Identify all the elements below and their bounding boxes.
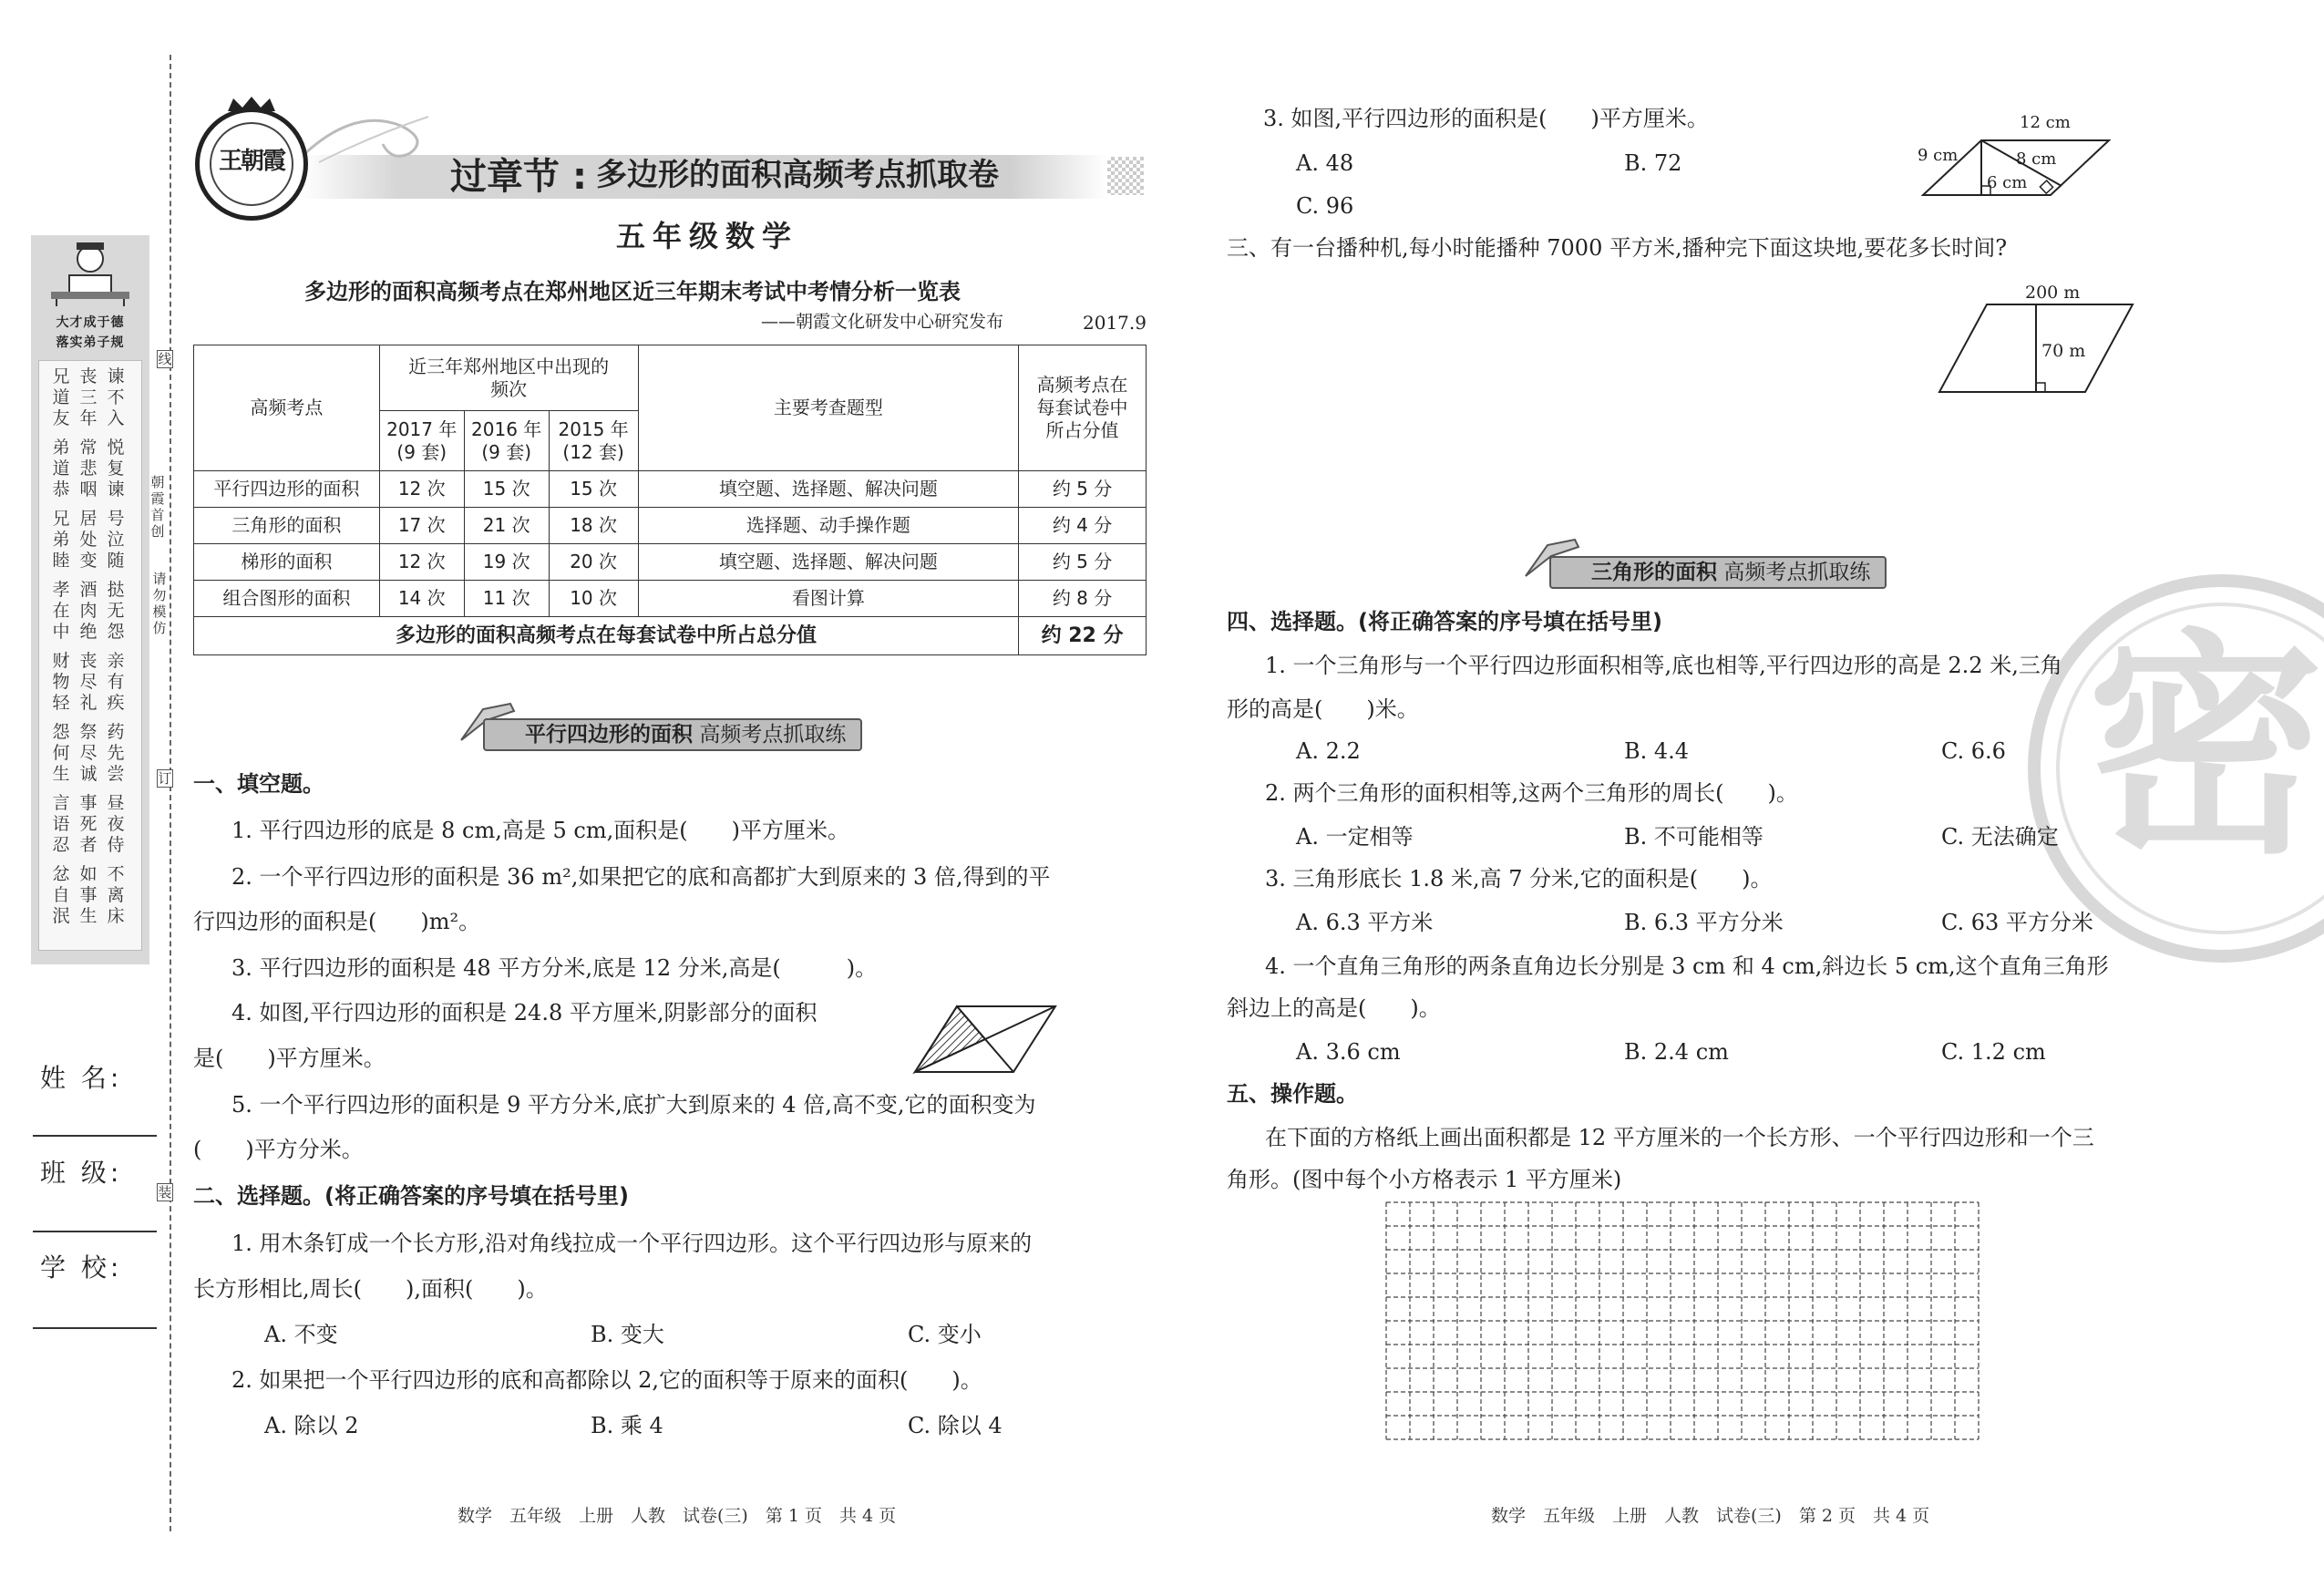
part3-heading: 三、有一台播种机,每小时能播种 7000 平方米,播种完下面这块地,要花多长时间? bbox=[1227, 235, 2008, 261]
cut-mark-1: 线 bbox=[158, 351, 172, 367]
col-header-point: 高频考点 bbox=[194, 345, 380, 471]
poem-column: 挞无怨 bbox=[107, 580, 125, 642]
footer-left: 数学 五年级 上册 人教 试卷(三) 第 1 页 共 4 页 bbox=[458, 1506, 897, 1526]
poem-column: 居处变 bbox=[79, 509, 98, 571]
section-badge-parallelogram: 平行四边形的面积 高频考点抓取练 bbox=[483, 718, 862, 751]
copyright-note-1: 朝霞首创 bbox=[150, 474, 165, 540]
class-label: 班 级: bbox=[40, 1158, 123, 1188]
analysis-date: 2017.9 bbox=[1083, 312, 1147, 334]
part1-q4a: 4. 如图,平行四边形的面积是 24.8 平方厘米,阴影部分的面积 bbox=[231, 1000, 818, 1025]
motto-line-1: 大才成于德 bbox=[56, 315, 125, 330]
part2-q2-opt-b: B. 乘 4 bbox=[591, 1413, 663, 1438]
copyright-note-2: 请勿模仿 bbox=[152, 571, 167, 636]
part4-q4-opt-a: A. 3.6 cm bbox=[1296, 1039, 1401, 1065]
subtitle: 五年级数学 bbox=[616, 219, 799, 253]
part1-q5b: ( )平方分米。 bbox=[193, 1137, 364, 1162]
col-header-freq: 近三年郑州地区中出现的频次 bbox=[379, 345, 638, 411]
right-q3-opt-a: A. 48 bbox=[1296, 150, 1354, 176]
ribbon-decoration bbox=[301, 98, 437, 171]
part4-q1-opt-b: B. 4.4 bbox=[1624, 738, 1690, 764]
part4-q1b: 形的高是( )米。 bbox=[1227, 696, 1419, 722]
motto-line-2: 落实弟子规 bbox=[56, 335, 125, 350]
part2-q2-opt-c: C. 除以 4 bbox=[908, 1413, 1003, 1438]
right-q3-opt-c: C. 96 bbox=[1296, 193, 1354, 219]
part1-q2a: 2. 一个平行四边形的面积是 36 m²,如果把它的底和高都扩大到原来的 3 倍,得到的平 bbox=[231, 864, 1051, 890]
name-field[interactable] bbox=[33, 1135, 157, 1137]
part4-heading: 四、选择题。(将正确答案的序号填在括号里) bbox=[1227, 609, 1662, 634]
fig-q3-diag-label: 8 cm bbox=[2016, 149, 2057, 169]
scholar-illustration bbox=[42, 239, 139, 308]
right-q3: 3. 如图,平行四边形的面积是( )平方厘米。 bbox=[1263, 106, 1709, 131]
binding-line bbox=[170, 55, 171, 1531]
part2-q1-opt-a: A. 不变 bbox=[264, 1322, 338, 1347]
poem-column: 怨何生 bbox=[52, 722, 70, 784]
poem-column: 财物轻 bbox=[52, 651, 70, 713]
part1-q3: 3. 平行四边形的面积是 48 平方分米,底是 12 分米,高是( )。 bbox=[231, 955, 878, 981]
name-label: 姓 名: bbox=[40, 1063, 123, 1093]
poem-column: 忿自泯 bbox=[52, 864, 70, 926]
part2-heading: 二、选择题。(将正确答案的序号填在括号里) bbox=[193, 1183, 629, 1209]
part2-q1b: 长方形相比,周长( ),面积( )。 bbox=[193, 1276, 548, 1302]
cut-mark-2: 订 bbox=[158, 770, 172, 787]
table-total-row bbox=[194, 617, 1147, 655]
part1-q5a: 5. 一个平行四边形的面积是 9 平方分米,底扩大到原来的 4 倍,高不变,它的面积变为 bbox=[231, 1092, 1036, 1118]
poem-column: 亲有疾 bbox=[107, 651, 125, 713]
part1-q2b: 行四边形的面积是( )m²。 bbox=[193, 909, 481, 934]
part4-q3-opt-a: A. 6.3 平方米 bbox=[1296, 910, 1434, 935]
poem-column: 言语忍 bbox=[52, 793, 70, 855]
poem-column: 不离床 bbox=[107, 864, 125, 926]
part2-q1-opt-c: C. 变小 bbox=[908, 1322, 982, 1347]
class-field[interactable] bbox=[33, 1231, 157, 1232]
part4-q2-opt-b: B. 不可能相等 bbox=[1624, 824, 1764, 850]
analysis-table bbox=[193, 345, 1147, 655]
parallelogram-figure-field bbox=[1936, 301, 2136, 397]
crown-icon bbox=[224, 95, 279, 113]
logo-text: 王朝霞 bbox=[218, 148, 284, 175]
part4-q3: 3. 三角形底长 1.8 米,高 7 分米,它的面积是( )。 bbox=[1265, 866, 1773, 891]
title-colon: : bbox=[572, 156, 587, 198]
analysis-title: 多边形的面积高频考点在郑州地区近三年期末考试中考情分析一览表 bbox=[304, 279, 961, 304]
poem-column: 酒肉绝 bbox=[79, 580, 98, 642]
cut-mark-3: 装 bbox=[158, 1184, 172, 1201]
poem-column: 丧三年 bbox=[79, 366, 98, 428]
part2-q2: 2. 如果把一个平行四边形的底和高都除以 2,它的面积等于原来的面积( )。 bbox=[231, 1367, 982, 1393]
table-row: 组合图形的面积 14 次 11 次 10 次 看图计算 约 8 分 bbox=[194, 581, 1147, 617]
part4-q3-opt-c: C. 63 平方分米 bbox=[1941, 910, 2093, 935]
col-header-2015: 2015 年(12 套) bbox=[549, 411, 638, 471]
poem-column: 祭尽诚 bbox=[79, 722, 98, 784]
part4-q2-opt-a: A. 一定相等 bbox=[1296, 824, 1414, 850]
col-header-2016: 2016 年(9 套) bbox=[464, 411, 549, 471]
total-label: 多边形的面积高频考点在每套试卷中所占总分值 bbox=[194, 617, 1019, 655]
part4-q4-opt-b: B. 2.4 cm bbox=[1624, 1039, 1729, 1065]
poem-column: 兄弟睦 bbox=[52, 509, 70, 571]
part5-body-b: 角形。(图中每个小方格表示 1 平方厘米) bbox=[1227, 1167, 1622, 1192]
col-header-2017: 2017 年(9 套) bbox=[379, 411, 464, 471]
poem-column: 事死者 bbox=[79, 793, 98, 855]
part1-q1: 1. 平行四边形的底是 8 cm,高是 5 cm,面积是( )平方厘米。 bbox=[231, 818, 849, 843]
part5-body-a: 在下面的方格纸上画出面积都是 12 平方厘米的一个长方形、一个平行四边形和一个三 bbox=[1265, 1125, 2094, 1150]
part2-q1a: 1. 用木条钉成一个长方形,沿对角线拉成一个平行四边形。这个平行四边形与原来的 bbox=[231, 1231, 1033, 1256]
footer-right: 数学 五年级 上册 人教 试卷(三) 第 2 页 共 4 页 bbox=[1491, 1506, 1930, 1526]
page-title: 多边形的面积高频考点抓取卷 bbox=[596, 157, 999, 193]
table-row: 三角形的面积 17 次 21 次 18 次 选择题、动手操作题 约 4 分 bbox=[194, 508, 1147, 544]
school-field[interactable] bbox=[33, 1327, 157, 1329]
poem-column: 悦复谏 bbox=[107, 438, 125, 500]
part2-q2-opt-a: A. 除以 2 bbox=[264, 1413, 359, 1438]
poem-column: 常悲咽 bbox=[79, 438, 98, 500]
poem-column: 孝在中 bbox=[52, 580, 70, 642]
poem-column: 号泣随 bbox=[107, 509, 125, 571]
poem-column: 药先尝 bbox=[107, 722, 125, 784]
fig-q3-left-label: 9 cm bbox=[1918, 146, 1959, 165]
part4-q1-opt-a: A. 2.2 bbox=[1296, 738, 1361, 764]
title-prefix: 过章节 bbox=[450, 156, 560, 198]
banner-pattern bbox=[1107, 157, 1144, 195]
fig-field-height-label: 70 m bbox=[2041, 341, 2086, 361]
fig-q3-height-label: 6 cm bbox=[1987, 173, 2028, 192]
poem-column: 兄道友 bbox=[52, 366, 70, 428]
analysis-source: ——朝霞文化研发中心研究发布 bbox=[761, 312, 1004, 332]
part2-q1-opt-b: B. 变大 bbox=[591, 1322, 664, 1347]
part4-q4a: 4. 一个直角三角形的两条直角边长分别是 3 cm 和 4 cm,斜边长 5 cm,这个直角三角形 bbox=[1265, 953, 2109, 979]
section-badge-triangle: 三角形的面积 高频考点抓取练 bbox=[1549, 556, 1887, 589]
watermark-text: 密 bbox=[2087, 608, 2324, 886]
part1-q4b: 是( )平方厘米。 bbox=[193, 1046, 386, 1071]
poem-column: 丧尽礼 bbox=[79, 651, 98, 713]
part4-q4-opt-c: C. 1.2 cm bbox=[1941, 1039, 2046, 1065]
part4-q1a: 1. 一个三角形与一个平行四边形面积相等,底也相等,平行四边形的高是 2.2 米,三角 bbox=[1265, 653, 2062, 678]
table-row: 平行四边形的面积 12 次 15 次 15 次 填空题、选择题、解决问题 约 5 分 bbox=[194, 471, 1147, 508]
parallelogram-shaded-figure bbox=[915, 1003, 1061, 1076]
right-q3-opt-b: B. 72 bbox=[1624, 150, 1682, 176]
part4-q4b: 斜边上的高是( )。 bbox=[1227, 995, 1441, 1021]
col-header-score: 高频考点在每套试卷中所占分值 bbox=[1019, 345, 1147, 471]
fig-q3-top-label: 12 cm bbox=[2020, 113, 2071, 132]
col-header-type: 主要考查题型 bbox=[638, 345, 1019, 471]
poem-column: 谏不入 bbox=[107, 366, 125, 428]
school-label: 学 校: bbox=[40, 1252, 123, 1283]
table-row: 梯形的面积 12 次 19 次 20 次 填空题、选择题、解决问题 约 5 分 bbox=[194, 544, 1147, 581]
part5-heading: 五、操作题。 bbox=[1227, 1081, 1358, 1107]
poem-column: 昼夜侍 bbox=[107, 793, 125, 855]
poem-column: 如事生 bbox=[79, 864, 98, 926]
total-value: 约 22 分 bbox=[1019, 617, 1147, 655]
poem-column: 弟道恭 bbox=[52, 438, 70, 500]
grid-paper[interactable] bbox=[1385, 1201, 1980, 1440]
fig-field-top-label: 200 m bbox=[2025, 283, 2081, 303]
part4-q1-opt-c: C. 6.6 bbox=[1941, 738, 2006, 764]
part4-q2-opt-c: C. 无法确定 bbox=[1941, 824, 2059, 850]
part4-q3-opt-b: B. 6.3 平方分米 bbox=[1624, 910, 1784, 935]
part1-heading: 一、填空题。 bbox=[193, 771, 324, 797]
part4-q2: 2. 两个三角形的面积相等,这两个三角形的周长( )。 bbox=[1265, 780, 1798, 806]
